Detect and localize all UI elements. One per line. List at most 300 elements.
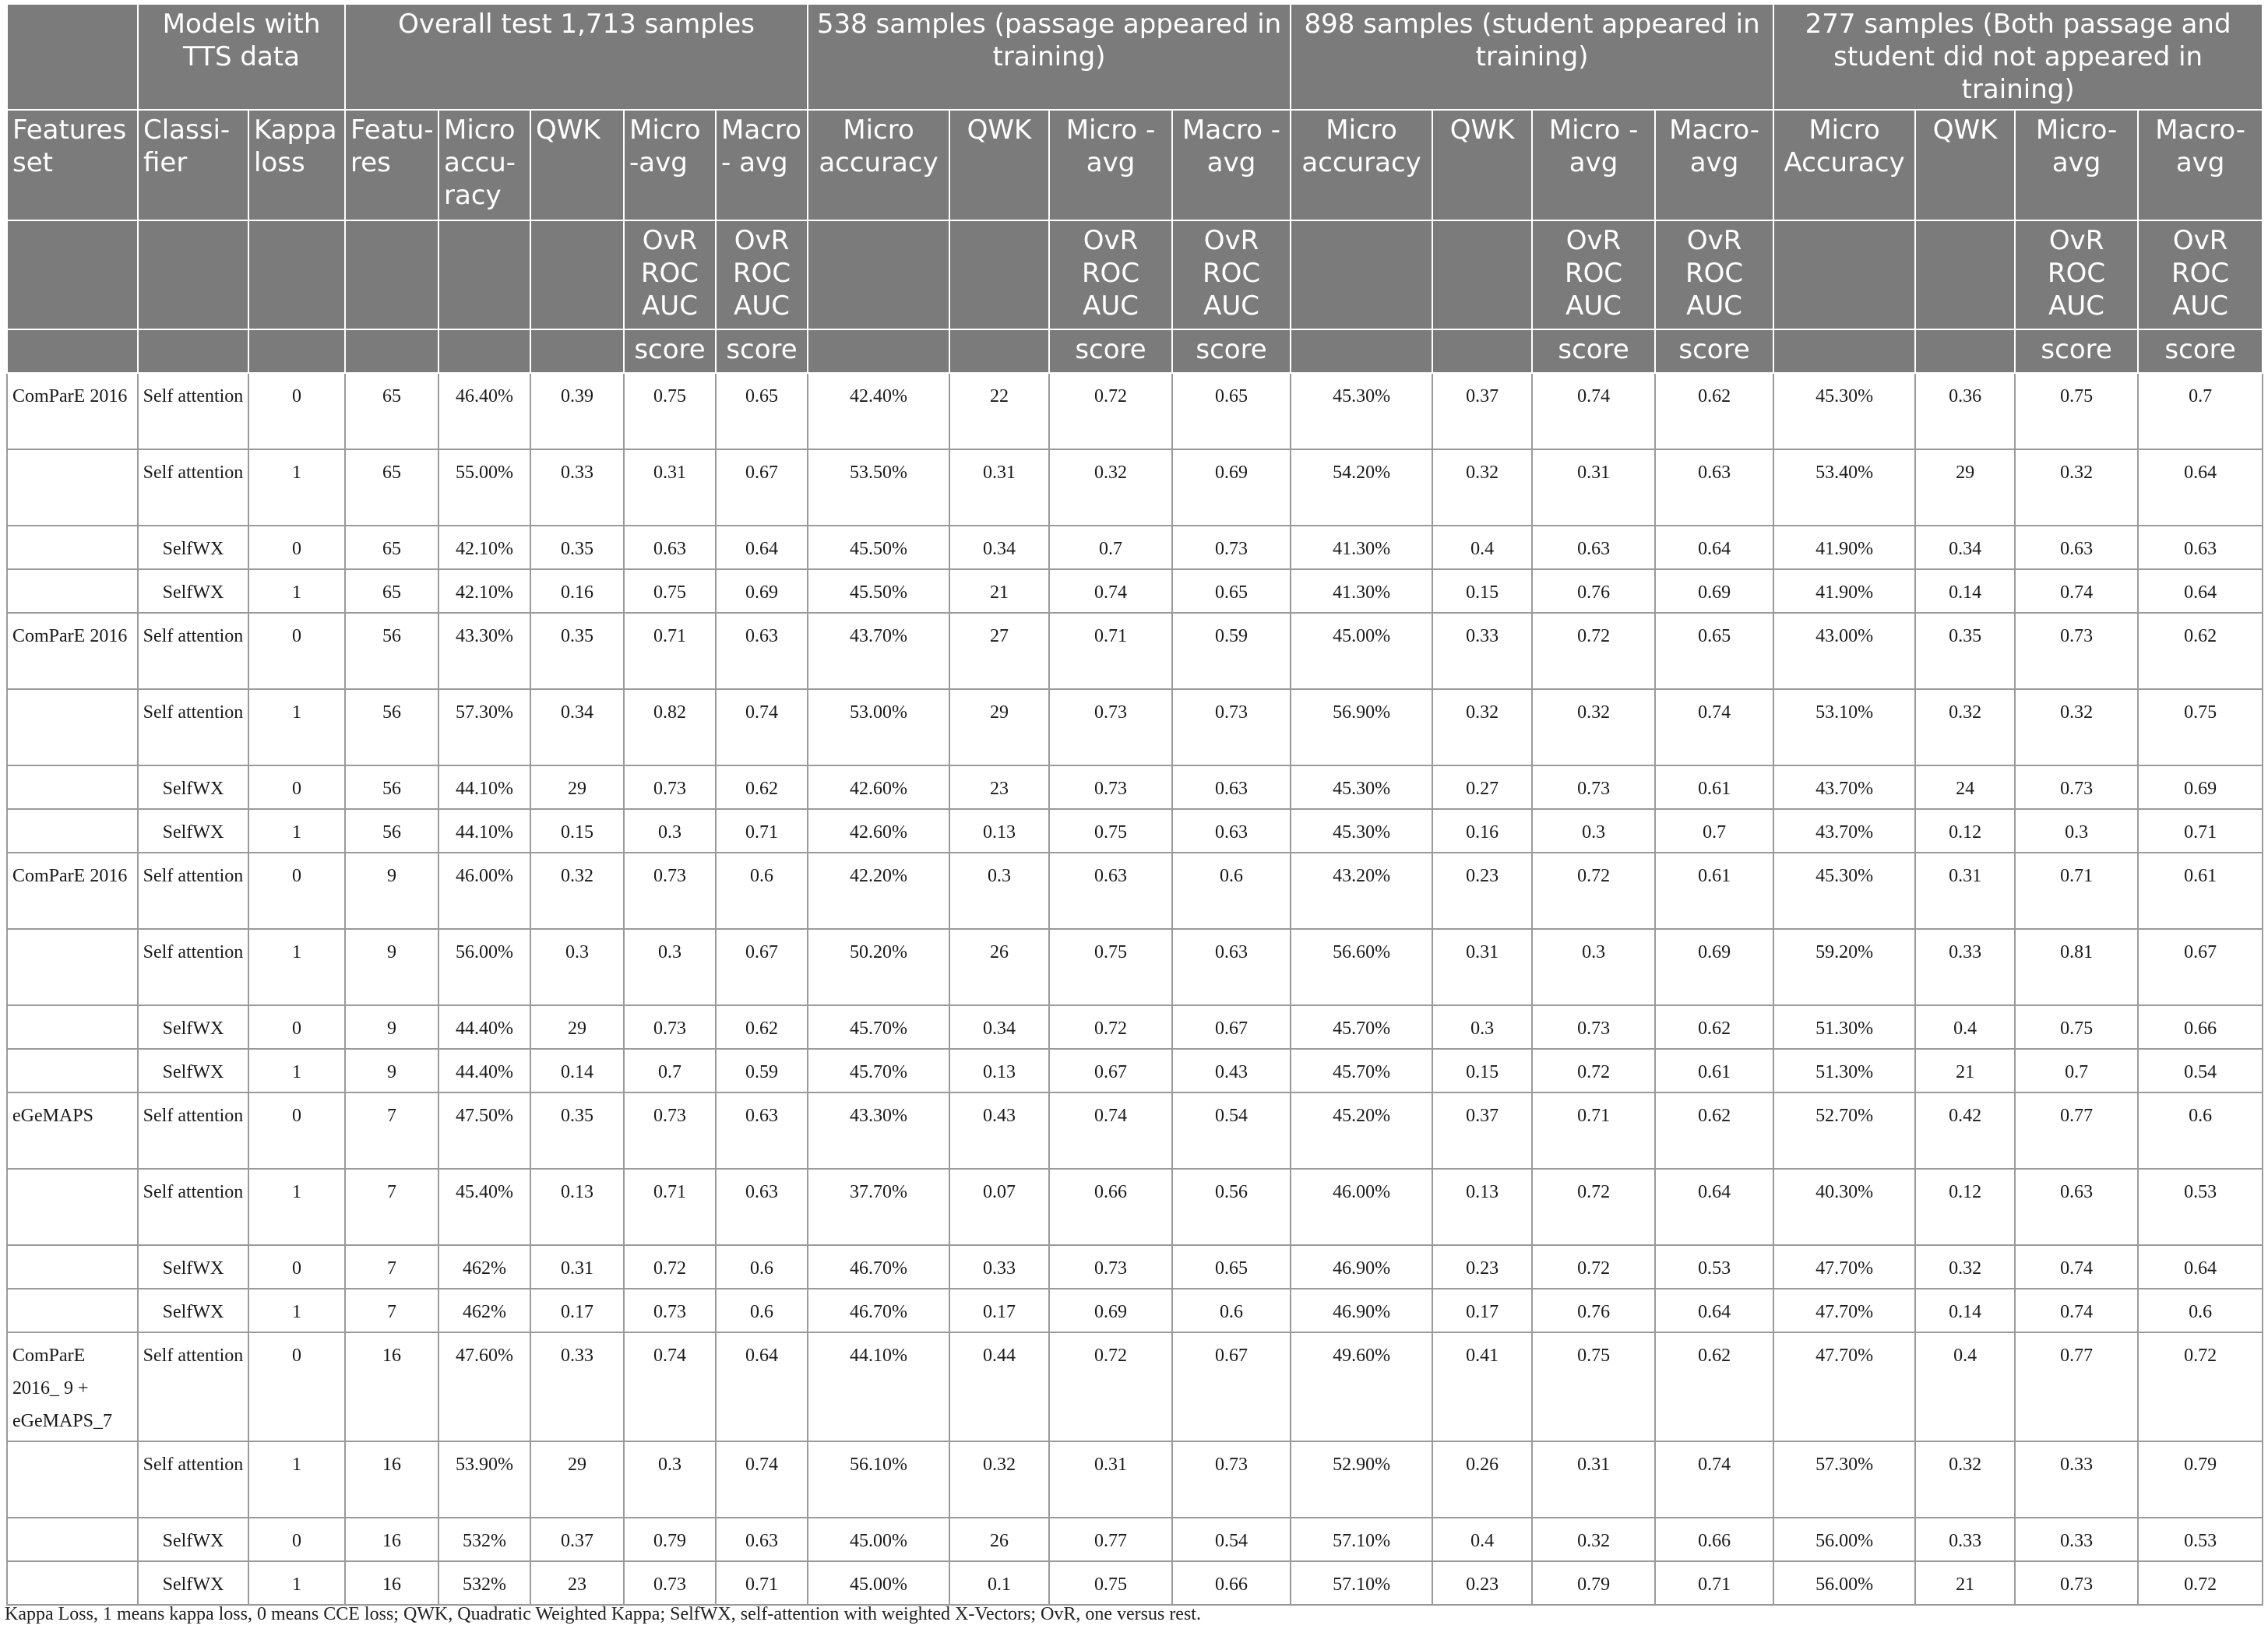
column-header-9: QWK: [949, 110, 1049, 220]
table-cell: 0.71: [1655, 1561, 1773, 1605]
table-cell: 65: [345, 373, 438, 449]
table-cell: 44.40%: [438, 1049, 530, 1092]
table-cell: 0.82: [624, 689, 716, 765]
table-cell: 7: [345, 1245, 438, 1289]
table-cell: 45.40%: [438, 1169, 530, 1245]
table-cell: 0.23: [1432, 853, 1532, 929]
table-cell: 0.74: [2015, 1245, 2138, 1289]
table-cell: 57.30%: [1773, 1441, 1915, 1518]
subheader-score-18: score: [2015, 329, 2138, 373]
table-cell: 1: [248, 1289, 345, 1332]
subheader-score-12: [1291, 329, 1432, 373]
table-row: [7, 1049, 2263, 1092]
table-cell: 0.13: [949, 809, 1049, 853]
table-cell: 0.35: [530, 1092, 624, 1169]
table-row: [7, 613, 2263, 689]
table-cell: 0.34: [949, 1005, 1049, 1049]
table-cell: [7, 1561, 138, 1605]
table-cell: 0.63: [1532, 526, 1655, 569]
table-cell: 16: [345, 1518, 438, 1561]
table-cell: 0.6: [716, 1289, 808, 1332]
table-cell: 42.10%: [438, 526, 530, 569]
table-cell: 0.12: [1915, 1169, 2015, 1245]
table-cell: 0.69: [2138, 765, 2263, 809]
table-cell: 57.30%: [438, 689, 530, 765]
table-cell: 0.26: [1432, 1441, 1532, 1518]
table-cell: 23: [530, 1561, 624, 1605]
table-cell: 16: [345, 1332, 438, 1441]
table-cell: 0.1: [949, 1561, 1049, 1605]
table-cell: 0.6: [716, 853, 808, 929]
table-cell: 0.75: [624, 569, 716, 613]
table-cell: 0.7: [624, 1049, 716, 1092]
table-cell: 0.6: [2138, 1289, 2263, 1332]
table-cell: ComParE 2016: [7, 613, 138, 689]
subheader-metric-18: OvR ROC AUC: [2015, 220, 2138, 329]
table-cell: 0.16: [530, 569, 624, 613]
column-header-2: Kappa loss: [248, 110, 345, 220]
table-cell: 45.30%: [1773, 373, 1915, 449]
table-cell: 46.70%: [808, 1245, 949, 1289]
table-cell: 0.73: [1049, 765, 1172, 809]
table-cell: 44.10%: [438, 809, 530, 853]
table-cell: 0.74: [1049, 1092, 1172, 1169]
table-cell: 0.74: [1655, 689, 1773, 765]
table-cell: 0.72: [1049, 1005, 1172, 1049]
table-cell: 0.37: [1432, 1092, 1532, 1169]
table-cell: Self attention: [138, 1332, 248, 1441]
table-cell: 9: [345, 853, 438, 929]
column-header-1: Classi- fier: [138, 110, 248, 220]
table-cell: 0.07: [949, 1169, 1049, 1245]
table-cell: 0.77: [2015, 1092, 2138, 1169]
table-cell: 0.14: [1915, 569, 2015, 613]
table-cell: 0: [248, 1005, 345, 1049]
table-cell: 45.50%: [808, 569, 949, 613]
table-cell: 41.90%: [1773, 526, 1915, 569]
table-cell: 0.33: [1432, 613, 1532, 689]
table-cell: 29: [530, 1005, 624, 1049]
table-cell: [7, 809, 138, 853]
table-cell: 46.40%: [438, 373, 530, 449]
column-header-7: Macro - avg: [716, 110, 808, 220]
table-cell: SelfWX: [138, 569, 248, 613]
table-cell: 0.73: [1172, 689, 1291, 765]
table-cell: 9: [345, 929, 438, 1005]
subheader-score-0: [7, 329, 138, 373]
table-cell: 52.70%: [1773, 1092, 1915, 1169]
table-cell: 0.37: [530, 1518, 624, 1561]
table-cell: 0.53: [1655, 1245, 1773, 1289]
table-cell: 0.79: [2138, 1441, 2263, 1518]
table-cell: SelfWX: [138, 526, 248, 569]
table-cell: 0.73: [1049, 689, 1172, 765]
subheader-score-10: score: [1049, 329, 1172, 373]
table-cell: 0.72: [1532, 853, 1655, 929]
table-cell: 0.65: [1172, 373, 1291, 449]
table-cell: 0.35: [1915, 613, 2015, 689]
table-cell: 0.42: [1915, 1092, 2015, 1169]
table-cell: [7, 1518, 138, 1561]
table-cell: 0.67: [1172, 1005, 1291, 1049]
table-cell: 0.62: [1655, 373, 1773, 449]
table-cell: 0.76: [1532, 1289, 1655, 1332]
subheader-score-2: [248, 329, 345, 373]
table-cell: 0: [248, 373, 345, 449]
subheader-metric-5: [530, 220, 624, 329]
table-cell: 46.70%: [808, 1289, 949, 1332]
subheader-score-15: score: [1655, 329, 1773, 373]
table-cell: 0.64: [1655, 526, 1773, 569]
table-cell: 0: [248, 1245, 345, 1289]
table-cell: 0.73: [624, 1005, 716, 1049]
table-body: [7, 373, 2263, 1605]
table-cell: 0.32: [2015, 689, 2138, 765]
table-cell: 0.44: [949, 1332, 1049, 1441]
table-cell: 43.70%: [1773, 809, 1915, 853]
table-cell: 0.74: [2015, 1289, 2138, 1332]
table-cell: 0.74: [2015, 569, 2138, 613]
table-cell: 0.34: [530, 689, 624, 765]
subheader-score-7: score: [716, 329, 808, 373]
table-cell: 0.62: [716, 765, 808, 809]
table-cell: 0: [248, 1518, 345, 1561]
column-header-10: Micro -avg: [1049, 110, 1172, 220]
subheader-metric-17: [1915, 220, 2015, 329]
table-cell: 0.13: [1432, 1169, 1532, 1245]
table-cell: 43.30%: [438, 613, 530, 689]
table-cell: 0.15: [1432, 1049, 1532, 1092]
subheader-metric-1: [138, 220, 248, 329]
table-cell: 0.63: [1655, 449, 1773, 526]
table-cell: 44.10%: [808, 1332, 949, 1441]
table-cell: 37.70%: [808, 1169, 949, 1245]
table-cell: 53.90%: [438, 1441, 530, 1518]
table-cell: SelfWX: [138, 1005, 248, 1049]
table-cell: 0.7: [2015, 1049, 2138, 1092]
table-cell: 0.4: [1915, 1332, 2015, 1441]
table-cell: ComParE 2016: [7, 373, 138, 449]
subheader-score-13: [1432, 329, 1532, 373]
table-cell: 0.41: [1432, 1332, 1532, 1441]
table-cell: 24: [1915, 765, 2015, 809]
table-cell: 0.72: [624, 1245, 716, 1289]
table-cell: 50.20%: [808, 929, 949, 1005]
table-cell: 0.64: [2138, 569, 2263, 613]
group-header-row: [7, 4, 2263, 110]
table-row: [7, 1245, 2263, 1289]
table-cell: 0.17: [1432, 1289, 1532, 1332]
subheader-metric-14: OvR ROC AUC: [1532, 220, 1655, 329]
table-cell: 47.60%: [438, 1332, 530, 1441]
table-cell: 56: [345, 689, 438, 765]
table-cell: 42.60%: [808, 809, 949, 853]
table-row: [7, 1561, 2263, 1605]
table-cell: 0.31: [530, 1245, 624, 1289]
subheader-metric-10: OvR ROC AUC: [1049, 220, 1172, 329]
table-cell: 0.56: [1172, 1169, 1291, 1245]
table-cell: 59.20%: [1773, 929, 1915, 1005]
column-header-19: Macro- avg: [2138, 110, 2263, 220]
table-cell: 0.23: [1432, 1245, 1532, 1289]
table-cell: 0.32: [1532, 1518, 1655, 1561]
table-cell: 0.32: [530, 853, 624, 929]
table-cell: 0.63: [716, 613, 808, 689]
column-header-14: Micro -avg: [1532, 110, 1655, 220]
table-cell: 41.90%: [1773, 569, 1915, 613]
subheader-row-metric: [7, 220, 2263, 329]
table-cell: 21: [949, 569, 1049, 613]
table-cell: eGeMAPS: [7, 1092, 138, 1169]
table-cell: 0.72: [1049, 373, 1172, 449]
table-cell: 0.66: [1655, 1518, 1773, 1561]
table-cell: 0.43: [949, 1092, 1049, 1169]
table-cell: [7, 1005, 138, 1049]
table-cell: 0.3: [949, 853, 1049, 929]
table-cell: 44.40%: [438, 1005, 530, 1049]
table-row: [7, 1289, 2263, 1332]
table-cell: 0.61: [1655, 853, 1773, 929]
column-header-16: Micro Accuracy: [1773, 110, 1915, 220]
table-cell: 0.61: [2138, 853, 2263, 929]
table-cell: 29: [530, 765, 624, 809]
column-header-13: QWK: [1432, 110, 1532, 220]
subheader-row-score: [7, 329, 2263, 373]
table-cell: [7, 1245, 138, 1289]
table-cell: 0.34: [949, 526, 1049, 569]
table-cell: 0.73: [1049, 1245, 1172, 1289]
table-cell: 1: [248, 1441, 345, 1518]
group-header-empty: [7, 4, 138, 110]
column-header-11: Macro -avg: [1172, 110, 1291, 220]
results-table: [6, 3, 2263, 1606]
table-cell: 0.32: [1915, 1245, 2015, 1289]
table-cell: 0.71: [624, 613, 716, 689]
table-cell: 0.7: [1049, 526, 1172, 569]
table-cell: 0: [248, 1092, 345, 1169]
column-header-row: [7, 110, 2263, 220]
table-cell: 0.4: [1915, 1005, 2015, 1049]
table-cell: 46.90%: [1291, 1245, 1432, 1289]
table-cell: 0.64: [1655, 1169, 1773, 1245]
table-row: [7, 569, 2263, 613]
table-cell: 0.81: [2015, 929, 2138, 1005]
table-cell: 65: [345, 449, 438, 526]
table-cell: 65: [345, 569, 438, 613]
table-cell: 0.69: [1172, 449, 1291, 526]
table-cell: 51.30%: [1773, 1005, 1915, 1049]
table-cell: 0.73: [1172, 1441, 1291, 1518]
table-cell: 0.72: [1532, 613, 1655, 689]
table-cell: Self attention: [138, 929, 248, 1005]
table-row: [7, 853, 2263, 929]
table-row: [7, 1332, 2263, 1441]
table-cell: 0.65: [1172, 1245, 1291, 1289]
table-cell: 0.53: [2138, 1518, 2263, 1561]
table-cell: 21: [1915, 1049, 2015, 1092]
table-cell: 0.3: [2015, 809, 2138, 853]
table-cell: 0.73: [624, 1561, 716, 1605]
table-cell: 0.64: [716, 1332, 808, 1441]
column-header-3: Featu- res: [345, 110, 438, 220]
table-cell: 0.6: [716, 1245, 808, 1289]
table-cell: [7, 689, 138, 765]
table-cell: 0.31: [949, 449, 1049, 526]
table-cell: 45.30%: [1291, 765, 1432, 809]
table-cell: 0.72: [1049, 1332, 1172, 1441]
table-cell: 0.4: [1432, 526, 1532, 569]
subheader-score-14: score: [1532, 329, 1655, 373]
column-header-0: Features set: [7, 110, 138, 220]
column-header-12: Micro accuracy: [1291, 110, 1432, 220]
table-cell: 0.3: [624, 929, 716, 1005]
table-cell: 0.72: [2138, 1561, 2263, 1605]
table-cell: 0: [248, 765, 345, 809]
table-cell: 1: [248, 809, 345, 853]
table-cell: 0.3: [624, 809, 716, 853]
table-cell: 0.3: [1532, 809, 1655, 853]
table-cell: 0.73: [2015, 1561, 2138, 1605]
table-cell: 51.30%: [1773, 1049, 1915, 1092]
table-cell: 462%: [438, 1289, 530, 1332]
table-cell: Self attention: [138, 853, 248, 929]
subheader-metric-7: OvR ROC AUC: [716, 220, 808, 329]
subheader-score-5: [530, 329, 624, 373]
table-cell: [7, 929, 138, 1005]
table-cell: 0.63: [1049, 853, 1172, 929]
table-cell: 0.62: [2138, 613, 2263, 689]
table-cell: 0.79: [1532, 1561, 1655, 1605]
table-cell: 0.17: [949, 1289, 1049, 1332]
table-cell: 0.23: [1432, 1561, 1532, 1605]
table-cell: 0.27: [1432, 765, 1532, 809]
table-cell: 0: [248, 613, 345, 689]
table-cell: 0.73: [624, 1289, 716, 1332]
table-cell: 0.16: [1432, 809, 1532, 853]
table-cell: 49.60%: [1291, 1332, 1432, 1441]
results-table-container: [6, 3, 2262, 1606]
table-cell: 1: [248, 1169, 345, 1245]
table-cell: 0.61: [1655, 1049, 1773, 1092]
subheader-score-17: [1915, 329, 2015, 373]
table-cell: 22: [949, 373, 1049, 449]
table-cell: 0.7: [1655, 809, 1773, 853]
table-cell: 0.33: [530, 449, 624, 526]
table-cell: 0.31: [1049, 1441, 1172, 1518]
table-cell: 45.30%: [1291, 373, 1432, 449]
table-cell: 53.00%: [808, 689, 949, 765]
table-row: [7, 765, 2263, 809]
table-cell: 27: [949, 613, 1049, 689]
table-cell: 0.73: [624, 853, 716, 929]
table-cell: 0.62: [1655, 1005, 1773, 1049]
table-cell: 45.70%: [1291, 1005, 1432, 1049]
table-cell: 26: [949, 929, 1049, 1005]
table-cell: [7, 765, 138, 809]
table-cell: 0: [248, 526, 345, 569]
subheader-metric-11: OvR ROC AUC: [1172, 220, 1291, 329]
table-row: [7, 1518, 2263, 1561]
table-cell: 0.77: [2015, 1332, 2138, 1441]
subheader-metric-15: OvR ROC AUC: [1655, 220, 1773, 329]
table-cell: 0.65: [1655, 613, 1773, 689]
table-row: [7, 1441, 2263, 1518]
table-cell: 0.66: [2138, 1005, 2263, 1049]
table-cell: 0.35: [530, 613, 624, 689]
table-cell: 0.75: [2138, 689, 2263, 765]
table-cell: 0.3: [1432, 1005, 1532, 1049]
subheader-metric-4: [438, 220, 530, 329]
table-cell: [7, 1169, 138, 1245]
table-cell: 43.20%: [1291, 853, 1432, 929]
table-cell: 0.32: [1915, 689, 2015, 765]
table-cell: 0.64: [716, 526, 808, 569]
table-cell: 56.00%: [438, 929, 530, 1005]
table-cell: [7, 1049, 138, 1092]
subheader-score-19: score: [2138, 329, 2263, 373]
table-cell: 46.90%: [1291, 1289, 1432, 1332]
table-cell: 16: [345, 1561, 438, 1605]
table-cell: 0.3: [530, 929, 624, 1005]
table-cell: 0.32: [1049, 449, 1172, 526]
table-cell: 44.10%: [438, 765, 530, 809]
table-cell: 0.63: [1172, 765, 1291, 809]
table-cell: 1: [248, 689, 345, 765]
table-cell: 0.15: [1432, 569, 1532, 613]
table-cell: 53.50%: [808, 449, 949, 526]
table-cell: 0.3: [1532, 929, 1655, 1005]
table-cell: 0.71: [624, 1169, 716, 1245]
table-cell: Self attention: [138, 1169, 248, 1245]
table-cell: 40.30%: [1773, 1169, 1915, 1245]
table-cell: 45.00%: [808, 1518, 949, 1561]
table-cell: 43.70%: [808, 613, 949, 689]
table-cell: 0.77: [1049, 1518, 1172, 1561]
table-cell: 0.75: [1049, 929, 1172, 1005]
table-cell: 0.39: [530, 373, 624, 449]
table-cell: Self attention: [138, 373, 248, 449]
table-cell: 0.32: [1915, 1441, 2015, 1518]
group-header-538: 538 samples (passage appeared in training): [808, 4, 1291, 110]
table-cell: 7: [345, 1169, 438, 1245]
table-cell: SelfWX: [138, 1289, 248, 1332]
subheader-metric-12: [1291, 220, 1432, 329]
table-cell: 0.74: [624, 1332, 716, 1441]
table-cell: 0.33: [2015, 1441, 2138, 1518]
table-cell: 0.65: [716, 373, 808, 449]
table-cell: SelfWX: [138, 809, 248, 853]
table-row: [7, 689, 2263, 765]
subheader-metric-6: OvR ROC AUC: [624, 220, 716, 329]
table-cell: 0.64: [1655, 1289, 1773, 1332]
table-cell: 29: [1915, 449, 2015, 526]
table-cell: 0.73: [624, 765, 716, 809]
table-cell: 0.67: [716, 449, 808, 526]
table-cell: 0.32: [2015, 449, 2138, 526]
table-cell: 0.33: [530, 1332, 624, 1441]
table-cell: [7, 1289, 138, 1332]
table-cell: 0.32: [1432, 449, 1532, 526]
table-cell: 0.17: [530, 1289, 624, 1332]
table-cell: 0.54: [1172, 1518, 1291, 1561]
table-cell: 0.75: [2015, 373, 2138, 449]
table-cell: 0.14: [530, 1049, 624, 1092]
subheader-score-11: score: [1172, 329, 1291, 373]
table-cell: 0.31: [1532, 449, 1655, 526]
column-header-17: QWK: [1915, 110, 2015, 220]
table-cell: ComParE 2016: [7, 853, 138, 929]
group-header-277: 277 samples (Both passage and student did not appeared in training): [1773, 4, 2263, 110]
